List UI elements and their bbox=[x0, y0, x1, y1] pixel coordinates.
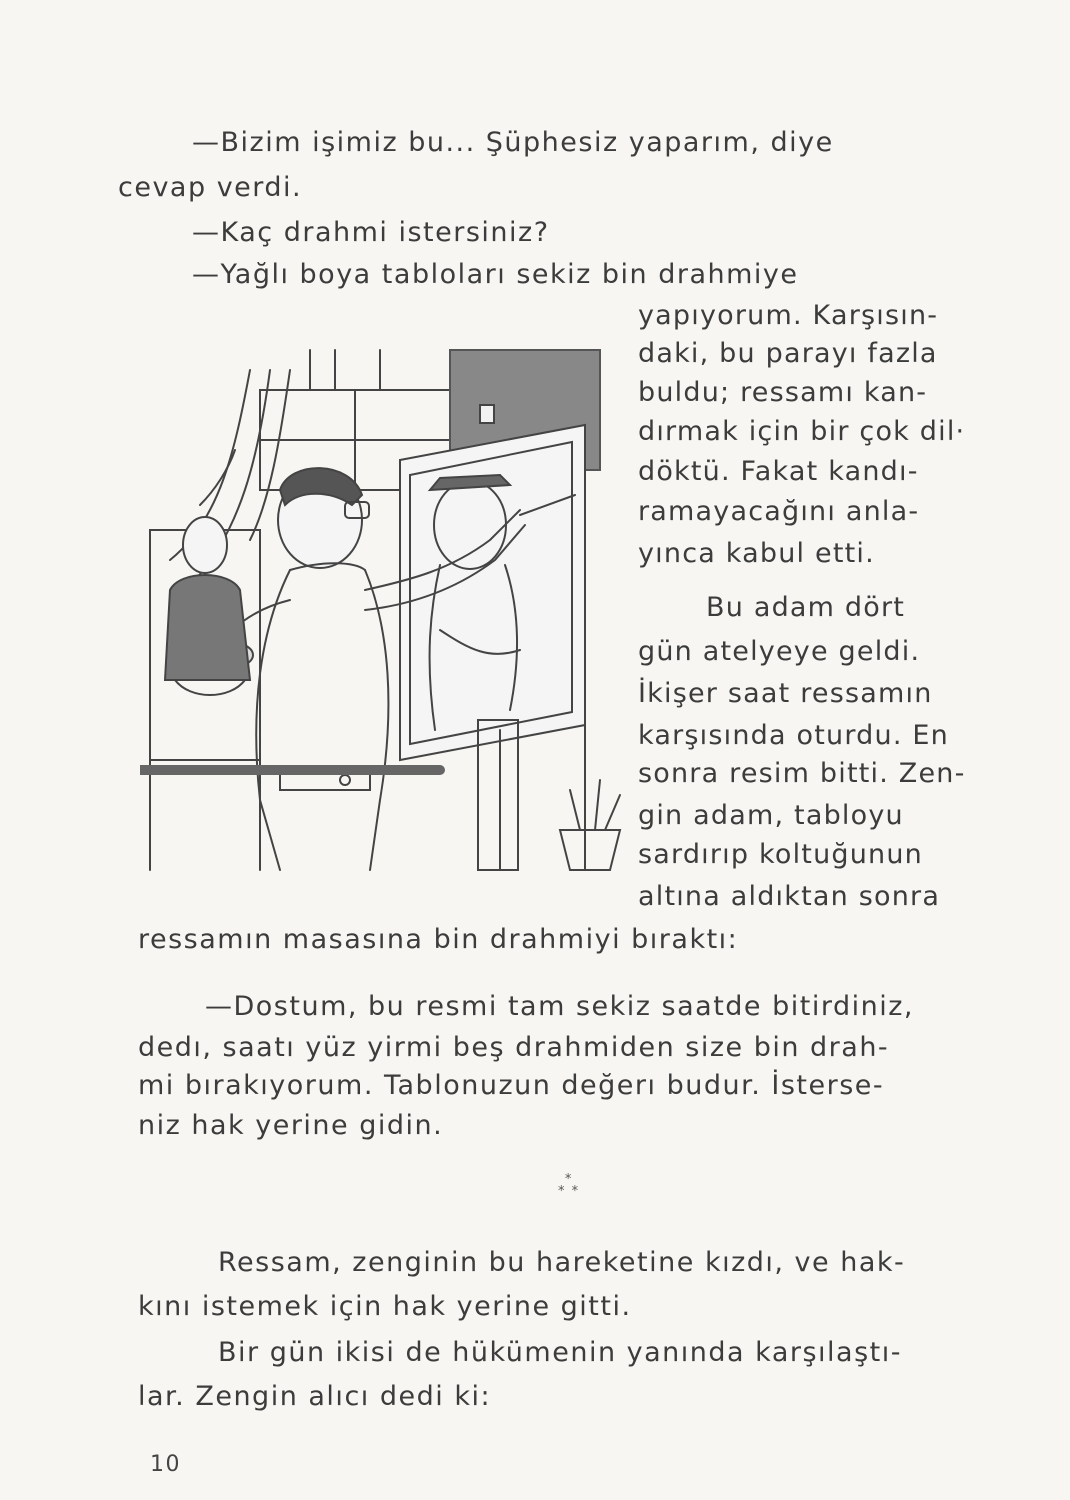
text-line: daki, bu parayı fazla bbox=[638, 338, 938, 369]
text-line: altına aldıktan sonra bbox=[638, 881, 941, 912]
text-line: İkişer saat ressamın bbox=[638, 678, 933, 709]
text-line: lar. Zengin alıcı dedi ki: bbox=[138, 1381, 492, 1412]
text-line: sardırıp koltuğunun bbox=[638, 839, 923, 870]
text-line: buldu; ressamı kan- bbox=[638, 377, 928, 408]
separator-bottom-stars: * * bbox=[558, 1184, 580, 1199]
text-line: —Yağlı boya tabloları sekiz bin drahmiye bbox=[192, 259, 799, 290]
text-line: —Dostum, bu resmi tam sekiz saatde bitirdiniz, bbox=[205, 991, 914, 1022]
text-line: gin adam, tabloyu bbox=[638, 800, 904, 831]
painter-illustration bbox=[140, 330, 640, 890]
page-number: 10 bbox=[150, 1452, 181, 1477]
text-line: Ressam, zenginin bu hareketine kızdı, ve hak- bbox=[218, 1247, 906, 1278]
text-line: kını istemek için hak yerine gitti. bbox=[138, 1291, 632, 1322]
text-line: Bir gün ikisi de hükümenin yanında karşılaştı- bbox=[218, 1337, 902, 1368]
text-line: mi bırakıyorum. Tablonuzun değerı budur. İsterse- bbox=[138, 1070, 885, 1101]
text-line: dedı, saatı yüz yirmi beş drahmiden size bin drah- bbox=[138, 1032, 890, 1063]
text-line: yınca kabul etti. bbox=[638, 538, 875, 569]
text-line: ramayacağını anla- bbox=[638, 496, 920, 527]
text-line: ressamın masasına bin drahmiyi bıraktı: bbox=[138, 924, 739, 955]
section-separator bbox=[558, 1174, 580, 1198]
text-line: karşısında oturdu. En bbox=[638, 720, 949, 751]
text-line: gün atelyeye geldi. bbox=[638, 636, 921, 667]
text-line: yapıyorum. Karşısın- bbox=[638, 300, 939, 331]
text-line: cevap verdi. bbox=[118, 172, 303, 203]
text-line: Bu adam dört bbox=[706, 592, 906, 623]
text-line: sonra resim bitti. Zen- bbox=[638, 758, 966, 789]
text-line: —Bizim işimiz bu... Şüphesiz yaparım, diye bbox=[192, 127, 834, 158]
text-line: döktü. Fakat kandı- bbox=[638, 456, 919, 487]
text-line: dırmak için bir çok dil· bbox=[638, 416, 966, 447]
text-line: niz hak yerine gidin. bbox=[138, 1110, 444, 1141]
separator-top-star: * bbox=[564, 1172, 573, 1187]
text-line: —Kaç drahmi istersiniz? bbox=[192, 217, 550, 248]
